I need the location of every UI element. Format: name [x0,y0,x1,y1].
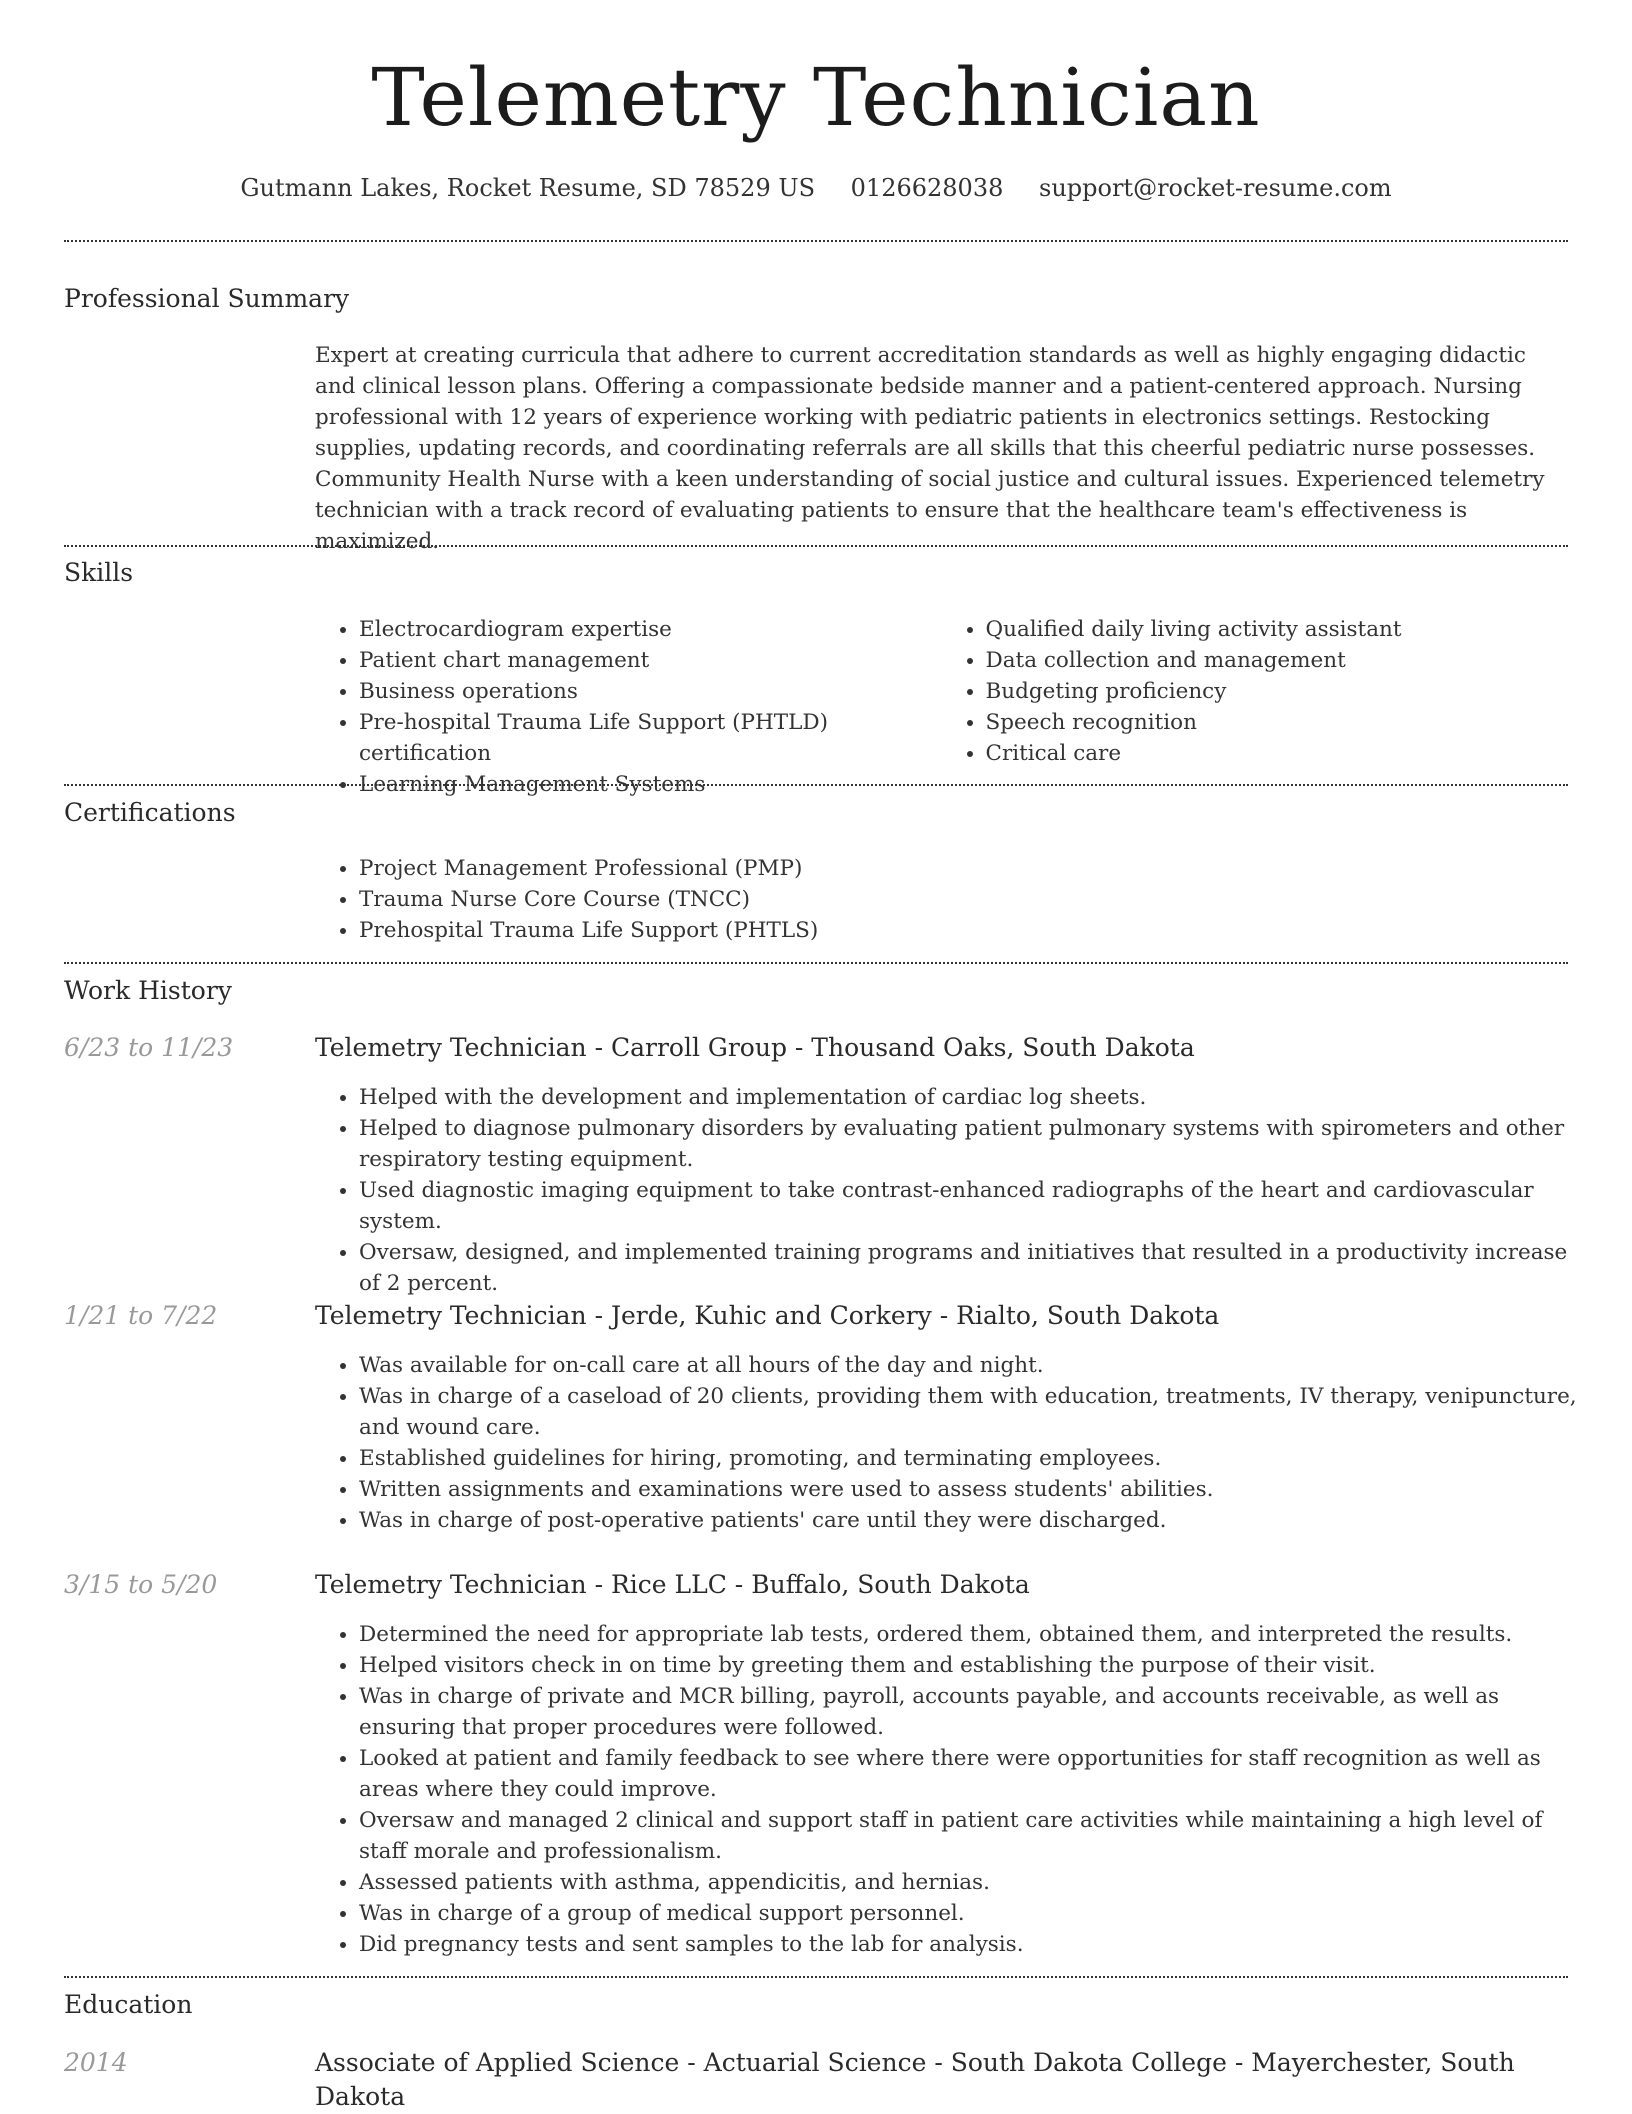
skill-item: • Data collection and management [986,645,1569,676]
section-divider [64,962,1568,964]
job-bullet: • Looked at patient and family feedback to see where there were opportunities for staff recognition as well as areas where they could improve. [359,1743,1589,1805]
job-bullets [315,1619,1589,1960]
skills-heading: Skills [64,558,134,587]
section-divider [64,545,1568,547]
skill-item: • Budgeting proficiency [986,676,1569,707]
skill-item: • Electrocardiogram expertise [359,614,942,645]
certification-item: • Project Management Professional (PMP) [359,853,1589,884]
summary-heading: Professional Summary [64,284,350,313]
contact-line [64,170,1568,206]
skills-list-left [315,614,942,800]
certification-item: • Trauma Nurse Core Course (TNCC) [359,884,1589,915]
section-divider [64,1976,1568,1978]
education-date: 2014 [64,2048,128,2077]
certifications-list [315,853,1589,946]
job-bullet: • Helped to diagnose pulmonary disorders by evaluating patient pulmonary systems with spirometers and other respiratory testing equipment. [359,1113,1589,1175]
job-title: Telemetry Technician - Jerde, Kuhic and Corkery - Rialto, South Dakota [315,1301,1220,1330]
certification-item: • Prehospital Trauma Life Support (PHTLS) [359,915,1589,946]
job-date: 3/15 to 5/20 [64,1570,218,1599]
job-bullet: • Was available for on-call care at all hours of the day and night. [359,1350,1589,1381]
job-bullet: • Did pregnancy tests and sent samples to the lab for analysis. [359,1929,1589,1960]
skill-item: • Speech recognition [986,707,1569,738]
job-bullet: • Was in charge of post-operative patients' care until they were discharged. [359,1505,1589,1536]
job-date: 1/21 to 7/22 [64,1301,218,1330]
job-bullet: • Assessed patients with asthma, appendicitis, and hernias. [359,1867,1589,1898]
contact-email: support@rocket-resume.com [1039,174,1392,202]
skills-list-right [942,614,1569,800]
job-bullet: • Oversaw and managed 2 clinical and support staff in patient care activities while maintaining a high level of staff morale and professionalism. [359,1805,1589,1867]
job-bullet: • Helped visitors check in on time by greeting them and establishing the purpose of their visit. [359,1650,1589,1681]
job-bullet: • Oversaw, designed, and implemented training programs and initiatives that resulted in a productivity increase of 2 percent. [359,1237,1589,1299]
job-bullet: • Helped with the development and implementation of cardiac log sheets. [359,1082,1589,1113]
job-title: Telemetry Technician - Rice LLC - Buffalo, South Dakota [315,1570,1030,1599]
section-divider [64,240,1568,242]
job-title: Telemetry Technician - Carroll Group - Thousand Oaks, South Dakota [315,1033,1195,1062]
skill-item: • Learning Management Systems [359,769,942,800]
job-bullet: • Used diagnostic imaging equipment to take contrast-enhanced radiographs of the heart and cardiovascular system. [359,1175,1589,1237]
resume-name: Telemetry Technician [371,51,1261,144]
skills-lists [315,614,1568,800]
job-bullet: • Established guidelines for hiring, promoting, and terminating employees. [359,1443,1589,1474]
job-bullet: • Determined the need for appropriate lab tests, ordered them, obtained them, and interpreted the results. [359,1619,1589,1650]
skill-item: • Business operations [359,676,942,707]
job-bullet: • Written assignments and examinations were used to assess students' abilities. [359,1474,1589,1505]
job-bullet: • Was in charge of private and MCR billing, payroll, accounts payable, and accounts receivable, as well as ensuring that proper procedures were followed. [359,1681,1589,1743]
contact-phone: 0126628038 [850,174,1004,202]
job-date: 6/23 to 11/23 [64,1033,234,1062]
contact-address: Gutmann Lakes, Rocket Resume, SD 78529 US [240,174,816,202]
education-degree: Associate of Applied Science - Actuarial Science - South Dakota College - Mayerchester, South Dakota [315,2048,1515,2111]
summary-text: Expert at creating curricula that adhere to current accreditation standards as well as highly engaging didactic and clinical lesson plans. Offering a compassionate bedside manner and a patient-centered approach. Nursing professional with 12 years of experience working with pediatric patients in electronics settings. Restocking supplies, updating records, and coordinating referrals are all skills that this cheerful pediatric nurse possesses. Community Health Nurse with a keen understanding of social justice and cultural issues. Experienced telemetry technician with a track record of evaluating patients to ensure that the healthcare team's effectiveness is maximized. [315,343,1545,554]
job-bullet: • Was in charge of a group of medical support personnel. [359,1898,1589,1929]
job-bullets [315,1082,1589,1299]
job-bullet: • Was in charge of a caseload of 20 clients, providing them with education, treatments, IV therapy, venipuncture, and wound care. [359,1381,1589,1443]
job-bullets [315,1350,1589,1536]
skill-item: • Pre-hospital Trauma Life Support (PHTLD) certification [359,707,942,769]
certifications-heading: Certifications [64,798,236,827]
skill-item: • Critical care [986,738,1569,769]
skill-item: • Patient chart management [359,645,942,676]
work-history-heading: Work History [64,976,232,1005]
education-heading: Education [64,1990,193,2019]
section-divider [64,784,1568,786]
skill-item: • Qualified daily living activity assistant [986,614,1569,645]
